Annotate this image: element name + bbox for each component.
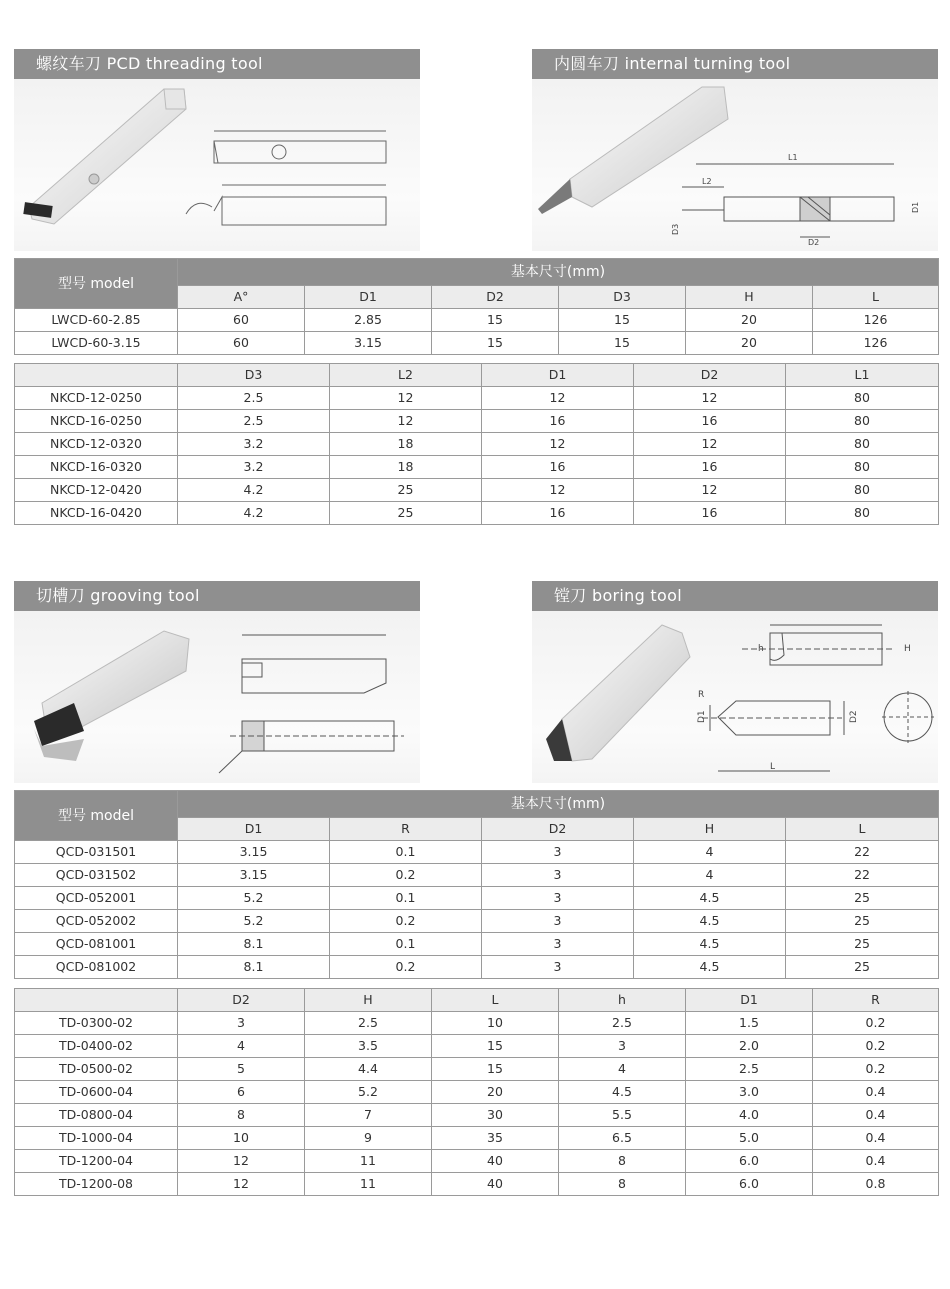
model-cell: NKCD-12-0320 [15,433,178,456]
table-cell: 4.0 [686,1104,813,1127]
dimension-group-header: 基本尺寸(mm) [178,791,939,818]
internal-turning-tool-image [532,79,938,251]
table-cell: 80 [786,479,939,502]
column-header: h [559,989,686,1012]
table-row [15,910,939,933]
table-cell: 25 [330,502,482,525]
table-cell: 0.2 [813,1012,939,1035]
table-cell: 12 [330,387,482,410]
table-cell: 4.5 [634,956,786,979]
threading-tool-title: 螺纹车刀 PCD threading tool [14,49,420,79]
dim-d2-boring-label: D2 [849,710,859,723]
dim-L-label: L [770,762,776,772]
table-cell: 20 [686,332,813,355]
table-cell: 10 [178,1127,305,1150]
table-cell: 6 [178,1081,305,1104]
table-cell: 0.2 [330,864,482,887]
table-cell: 6.0 [686,1173,813,1196]
table-cell: 5.2 [305,1081,432,1104]
table-cell: 15 [432,332,559,355]
table-cell: 30 [432,1104,559,1127]
model-cell: NKCD-16-0320 [15,456,178,479]
column-header: R [813,989,939,1012]
grooving-tool-table [14,790,939,979]
table-row [15,456,939,479]
table-cell: 12 [482,479,634,502]
table-cell: 25 [786,887,939,910]
table-cell: 16 [482,410,634,433]
table-cell: 3 [178,1012,305,1035]
table-cell: 15 [432,309,559,332]
table-cell: 3 [482,910,634,933]
table-cell: 25 [330,479,482,502]
table-cell: 3 [482,864,634,887]
internal-turning-tool-title: 内圆车刀 internal turning tool [532,49,938,79]
table-cell: 12 [330,410,482,433]
table-cell: 5 [178,1058,305,1081]
table-cell: 0.2 [813,1058,939,1081]
table-cell: 4.5 [634,910,786,933]
table-cell: 5.2 [178,887,330,910]
column-header: D2 [432,286,559,309]
table-row [15,956,939,979]
table-cell: 4.4 [305,1058,432,1081]
internal-turning-tool-table [14,363,939,525]
table-cell: 4 [559,1058,686,1081]
table-cell: 80 [786,387,939,410]
table-row [15,1035,939,1058]
table-cell: 0.4 [813,1127,939,1150]
model-cell: NKCD-12-0420 [15,479,178,502]
column-header: D3 [559,286,686,309]
boring-tool-title: 镗刀 boring tool [532,581,938,611]
model-cell: QCD-081001 [15,933,178,956]
model-cell: TD-0800-04 [15,1104,178,1127]
table-cell: 40 [432,1150,559,1173]
column-header: D1 [686,989,813,1012]
table-cell: 22 [786,864,939,887]
table-cell: 2.5 [686,1058,813,1081]
table-cell: 80 [786,410,939,433]
table-cell: 12 [482,387,634,410]
table-row [15,933,939,956]
column-header: D2 [482,818,634,841]
table-cell: 2.5 [178,387,330,410]
table-cell: 0.8 [813,1173,939,1196]
table-cell: 15 [432,1058,559,1081]
table-cell: 2.5 [305,1012,432,1035]
model-cell: TD-0600-04 [15,1081,178,1104]
table-cell: 8 [178,1104,305,1127]
column-header: D1 [305,286,432,309]
model-cell: TD-0500-02 [15,1058,178,1081]
table-cell: 7 [305,1104,432,1127]
model-cell: QCD-031501 [15,841,178,864]
table-cell: 3 [482,956,634,979]
dim-d1-boring-label: D1 [697,710,707,723]
table-row [15,1173,939,1196]
model-cell: QCD-052002 [15,910,178,933]
table-cell: 3 [482,841,634,864]
column-header: D2 [634,364,786,387]
dim-l2-label: L2 [702,177,712,186]
table-cell: 3.15 [305,332,432,355]
dim-d2-label: D2 [808,238,820,247]
table-cell: 6.5 [559,1127,686,1150]
table-row [15,1058,939,1081]
threading-tool-table [14,258,939,355]
table-cell: 12 [634,433,786,456]
table-cell: 15 [559,309,686,332]
table-cell: 1.5 [686,1012,813,1035]
model-cell: NKCD-16-0420 [15,502,178,525]
table-row [15,433,939,456]
model-cell: TD-1000-04 [15,1127,178,1150]
table-cell: 4.5 [559,1081,686,1104]
table-cell: 12 [482,433,634,456]
dim-r-label: R [698,690,705,700]
model-cell: NKCD-16-0250 [15,410,178,433]
table-cell: 6.0 [686,1150,813,1173]
table-cell: 80 [786,502,939,525]
table-cell: 8 [559,1150,686,1173]
table-row [15,1127,939,1150]
table-cell: 60 [178,309,305,332]
table-cell: 0.2 [330,910,482,933]
column-header: L [813,286,939,309]
table-row [15,841,939,864]
table-row [15,864,939,887]
table-cell: 15 [559,332,686,355]
model-cell: TD-1200-04 [15,1150,178,1173]
table-cell: 2.0 [686,1035,813,1058]
table-cell: 0.1 [330,841,482,864]
table-cell: 9 [305,1127,432,1150]
column-header: R [330,818,482,841]
boring-tool-table [14,988,939,1196]
column-header: D2 [178,989,305,1012]
table-cell: 16 [634,502,786,525]
table-cell: 4 [178,1035,305,1058]
column-header [15,989,178,1012]
column-header: D1 [482,364,634,387]
table-cell: 126 [813,332,939,355]
table-row [15,410,939,433]
grooving-tool-image [14,611,420,783]
table-cell: 126 [813,309,939,332]
column-header: L1 [786,364,939,387]
table-cell: 16 [482,456,634,479]
table-row [15,1012,939,1035]
table-cell: 3 [482,887,634,910]
table-cell: 0.1 [330,933,482,956]
dim-d3-label: D3 [671,223,680,235]
model-cell: LWCD-60-2.85 [15,309,178,332]
table-cell: 4.5 [634,887,786,910]
dim-l1-label: L1 [788,153,798,162]
table-cell: 4.5 [634,933,786,956]
table-row [15,1150,939,1173]
model-cell: LWCD-60-3.15 [15,332,178,355]
table-cell: 11 [305,1150,432,1173]
column-header: H [686,286,813,309]
table-cell: 16 [482,502,634,525]
table-cell: 4.2 [178,502,330,525]
table-cell: 35 [432,1127,559,1150]
model-cell: TD-0300-02 [15,1012,178,1035]
table-cell: 3.15 [178,841,330,864]
table-cell: 0.1 [330,887,482,910]
table-cell: 15 [432,1035,559,1058]
table-cell: 8 [559,1173,686,1196]
table-row [15,887,939,910]
table-cell: 0.2 [813,1035,939,1058]
dim-H-label: H [904,644,911,654]
model-cell: TD-1200-08 [15,1173,178,1196]
table-cell: 3.5 [305,1035,432,1058]
table-cell: 8.1 [178,956,330,979]
column-header: L [786,818,939,841]
table-row [15,502,939,525]
table-cell: 25 [786,933,939,956]
threading-tool-image [14,79,420,251]
table-cell: 8.1 [178,933,330,956]
column-header: H [305,989,432,1012]
table-row [15,1081,939,1104]
table-row [15,387,939,410]
table-cell: 18 [330,433,482,456]
model-cell: QCD-081002 [15,956,178,979]
table-cell: 16 [634,456,786,479]
table-cell: 12 [634,479,786,502]
model-cell: TD-0400-02 [15,1035,178,1058]
table-row [15,309,939,332]
boring-tool-image [532,611,938,783]
table-row [15,332,939,355]
table-cell: 18 [330,456,482,479]
model-header: 型号 model [15,259,178,309]
table-cell: 5.0 [686,1127,813,1150]
table-cell: 22 [786,841,939,864]
table-cell: 3.2 [178,433,330,456]
table-cell: 80 [786,456,939,479]
column-header: L2 [330,364,482,387]
table-cell: 60 [178,332,305,355]
table-cell: 4.2 [178,479,330,502]
table-cell: 3 [559,1035,686,1058]
table-cell: 12 [178,1173,305,1196]
table-cell: 2.5 [559,1012,686,1035]
table-cell: 3 [482,933,634,956]
column-header: L [432,989,559,1012]
table-cell: 0.4 [813,1104,939,1127]
table-cell: 4 [634,841,786,864]
table-cell: 10 [432,1012,559,1035]
table-cell: 0.4 [813,1081,939,1104]
column-header: A° [178,286,305,309]
table-cell: 4 [634,864,786,887]
table-cell: 20 [686,309,813,332]
model-cell: QCD-052001 [15,887,178,910]
table-cell: 12 [178,1150,305,1173]
table-cell: 25 [786,910,939,933]
table-cell: 16 [634,410,786,433]
table-cell: 5.2 [178,910,330,933]
column-header: D3 [178,364,330,387]
model-cell: QCD-031502 [15,864,178,887]
table-cell: 20 [432,1081,559,1104]
table-cell: 3.15 [178,864,330,887]
table-cell: 11 [305,1173,432,1196]
table-row [15,479,939,502]
table-cell: 3.2 [178,456,330,479]
table-cell: 25 [786,956,939,979]
grooving-tool-title: 切槽刀 grooving tool [14,581,420,611]
table-cell: 40 [432,1173,559,1196]
model-cell: NKCD-12-0250 [15,387,178,410]
table-cell: 2.85 [305,309,432,332]
table-cell: 5.5 [559,1104,686,1127]
table-cell: 0.2 [330,956,482,979]
model-header: 型号 model [15,791,178,841]
dimension-group-header: 基本尺寸(mm) [178,259,939,286]
dim-d1-label: D1 [911,201,920,213]
table-cell: 0.4 [813,1150,939,1173]
column-header: D1 [178,818,330,841]
column-header [15,364,178,387]
table-row [15,1104,939,1127]
table-cell: 3.0 [686,1081,813,1104]
table-cell: 80 [786,433,939,456]
table-cell: 2.5 [178,410,330,433]
dim-h-label: h [758,644,764,654]
table-cell: 12 [634,387,786,410]
column-header: H [634,818,786,841]
